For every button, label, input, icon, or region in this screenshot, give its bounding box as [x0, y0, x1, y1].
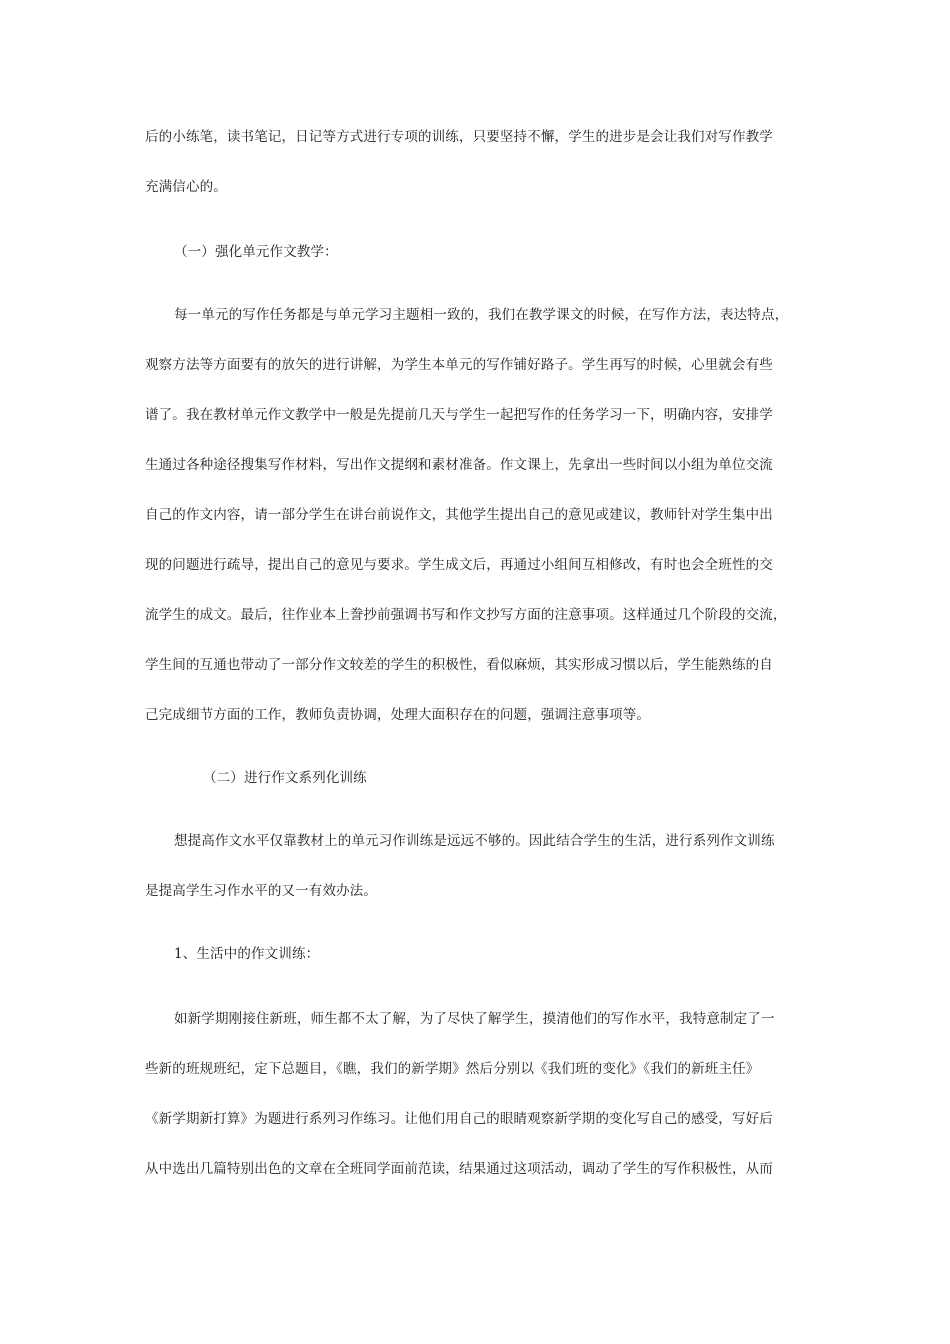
paragraph-line: 流学生的成文。最后，往作业本上誊抄前强调书写和作文抄写方面的注意事项。这样通过几个阶段的交流，	[145, 607, 787, 623]
paragraph-line: 每一单元的写作任务都是与单元学习主题相一致的，我们在教学课文的时候，在写作方法，表达特点，	[174, 307, 789, 323]
section-heading-1: （一）强化单元作文教学：	[174, 244, 338, 260]
paragraph-line: 如新学期刚接住新班，师生都不太了解，为了尽快了解学生，摸清他们的写作水平，我特意制定了一	[174, 1011, 775, 1027]
paragraph-line: 生通过各种途径搜集写作材料，写出作文提纲和素材准备。作文课上，先拿出一些时间以小组为单位交流	[145, 457, 773, 473]
subsection-heading-1: 1、生活中的作文训练：	[174, 946, 320, 962]
paragraph-line: 后的小练笔，读书笔记，日记等方式进行专项的训练，只要坚持不懈，学生的进步是会让我们对写作教学	[145, 129, 773, 145]
paragraph-line: 些新的班规班纪，定下总题目，《瞧，我们的新学期》然后分别以《我们班的变化》《我们的新班主任》	[145, 1061, 760, 1077]
paragraph-line: 从中选出几篇特别出色的文章在全班同学面前范读，结果通过这项活动，调动了学生的写作积极性，从而	[145, 1161, 773, 1177]
paragraph-line: 充满信心的。	[145, 179, 227, 195]
paragraph-line: 己完成细节方面的工作，教师负责协调，处理大面积存在的问题，强调注意事项等。	[145, 707, 651, 723]
paragraph-line: 现的问题进行疏导，提出自己的意见与要求。学生成文后，再通过小组间互相修改，有时也会全班性的交	[145, 557, 773, 573]
paragraph-line: 想提高作文水平仅靠教材上的单元习作训练是远远不够的。因此结合学生的生活，进行系列作文训练	[174, 833, 775, 849]
paragraph-line: 观察方法等方面要有的放矢的进行讲解，为学生本单元的写作铺好路子。学生再写的时候，心里就会有些	[145, 357, 773, 373]
paragraph-line: 谱了。我在教材单元作文教学中一般是先提前几天与学生一起把写作的任务学习一下，明确内容，安排学	[145, 407, 773, 423]
paragraph-line: 自己的作文内容，请一部分学生在讲台前说作文，其他学生提出自己的意见或建议，教师针对学生集中出	[145, 507, 773, 523]
paragraph-line: 是提高学生习作水平的又一有效办法。	[145, 883, 378, 899]
paragraph-line: 学生间的互通也带动了一部分作文较差的学生的积极性，看似麻烦，其实形成习惯以后，学生能熟练的自	[145, 657, 773, 673]
paragraph-line: 《新学期新打算》为题进行系列习作练习。让他们用自己的眼睛观察新学期的变化写自己的感受，写好后	[145, 1111, 773, 1127]
section-heading-2: （二）进行作文系列化训练	[203, 770, 367, 786]
